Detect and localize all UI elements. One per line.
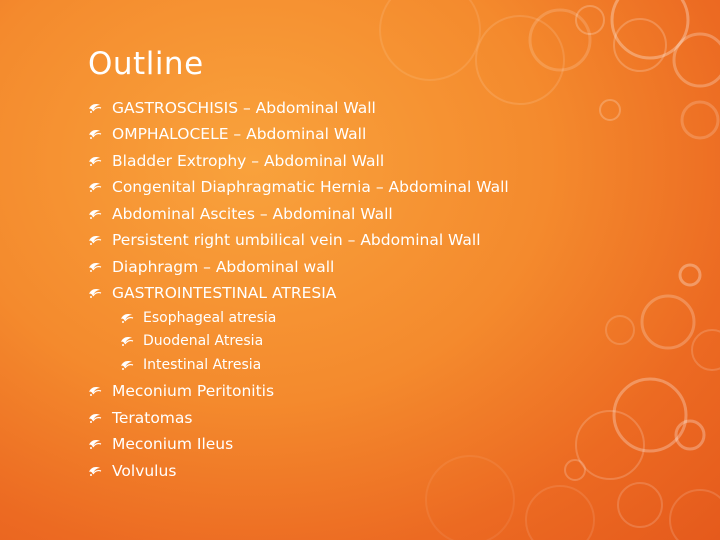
decor-circle [476, 16, 564, 104]
fleuron-icon [88, 412, 102, 424]
list-item-text: Abdominal Ascites – Abdominal Wall [112, 205, 393, 223]
decor-circle [642, 296, 694, 348]
list-item [88, 123, 366, 145]
list-item [88, 282, 336, 304]
sub-list-item [120, 355, 261, 375]
fleuron-icon [88, 261, 102, 273]
list-item [88, 150, 384, 172]
decor-circle [670, 490, 720, 540]
fleuron-icon [88, 385, 102, 397]
fleuron-icon [88, 234, 102, 246]
list-item-text: Volvulus [112, 462, 177, 480]
fleuron-icon [88, 181, 102, 193]
fleuron-icon [88, 438, 102, 450]
decor-circle [576, 6, 604, 34]
list-item-text: Congenital Diaphragmatic Hernia – Abdominal Wall [112, 178, 509, 196]
list-item-text: Diaphragm – Abdominal wall [112, 258, 335, 276]
list-item-text: Teratomas [112, 409, 193, 427]
decor-circle [618, 483, 662, 527]
fleuron-icon [88, 287, 102, 299]
list-item [88, 256, 334, 278]
list-item [88, 380, 274, 402]
decor-circle [680, 265, 700, 285]
list-item [88, 229, 481, 251]
sub-list-item [120, 308, 276, 328]
list-item-text: Bladder Extrophy – Abdominal Wall [112, 152, 385, 170]
decor-circle [526, 486, 594, 540]
sub-list-item-text: Esophageal atresia [143, 310, 277, 326]
sub-list-item-text: Intestinal Atresia [143, 357, 262, 373]
decor-circle [426, 456, 514, 540]
list-item-text: Persistent right umbilical vein – Abdominal Wall [112, 231, 481, 249]
list-item [88, 460, 176, 482]
fleuron-icon [120, 312, 134, 324]
fleuron-icon [120, 359, 134, 371]
fleuron-icon [120, 335, 134, 347]
decor-circle [606, 316, 634, 344]
decor-circle [576, 411, 644, 479]
list-item [88, 176, 509, 198]
fleuron-icon [88, 102, 102, 114]
sub-list-item-text: Duodenal Atresia [143, 333, 264, 349]
list-item-text: OMPHALOCELE – Abdominal Wall [112, 125, 367, 143]
fleuron-icon [88, 208, 102, 220]
fleuron-icon [88, 465, 102, 477]
decor-circle [674, 34, 720, 86]
list-item [88, 433, 233, 455]
decor-circle [600, 100, 620, 120]
list-item [88, 97, 376, 119]
slide-title: Outline [88, 46, 204, 82]
list-item-text: Meconium Ileus [112, 435, 234, 453]
fleuron-icon [88, 128, 102, 140]
sub-list-item [120, 331, 263, 351]
list-item [88, 203, 393, 225]
list-item-text: GASTROSCHISIS – Abdominal Wall [112, 99, 376, 117]
list-item-text: GASTROINTESTINAL ATRESIA [112, 284, 337, 302]
decor-circle [682, 102, 718, 138]
decor-circle [692, 330, 720, 370]
decor-circle [380, 0, 480, 80]
decor-circle [565, 460, 585, 480]
list-item-text: Meconium Peritonitis [112, 382, 275, 400]
list-item [88, 407, 192, 429]
fleuron-icon [88, 155, 102, 167]
